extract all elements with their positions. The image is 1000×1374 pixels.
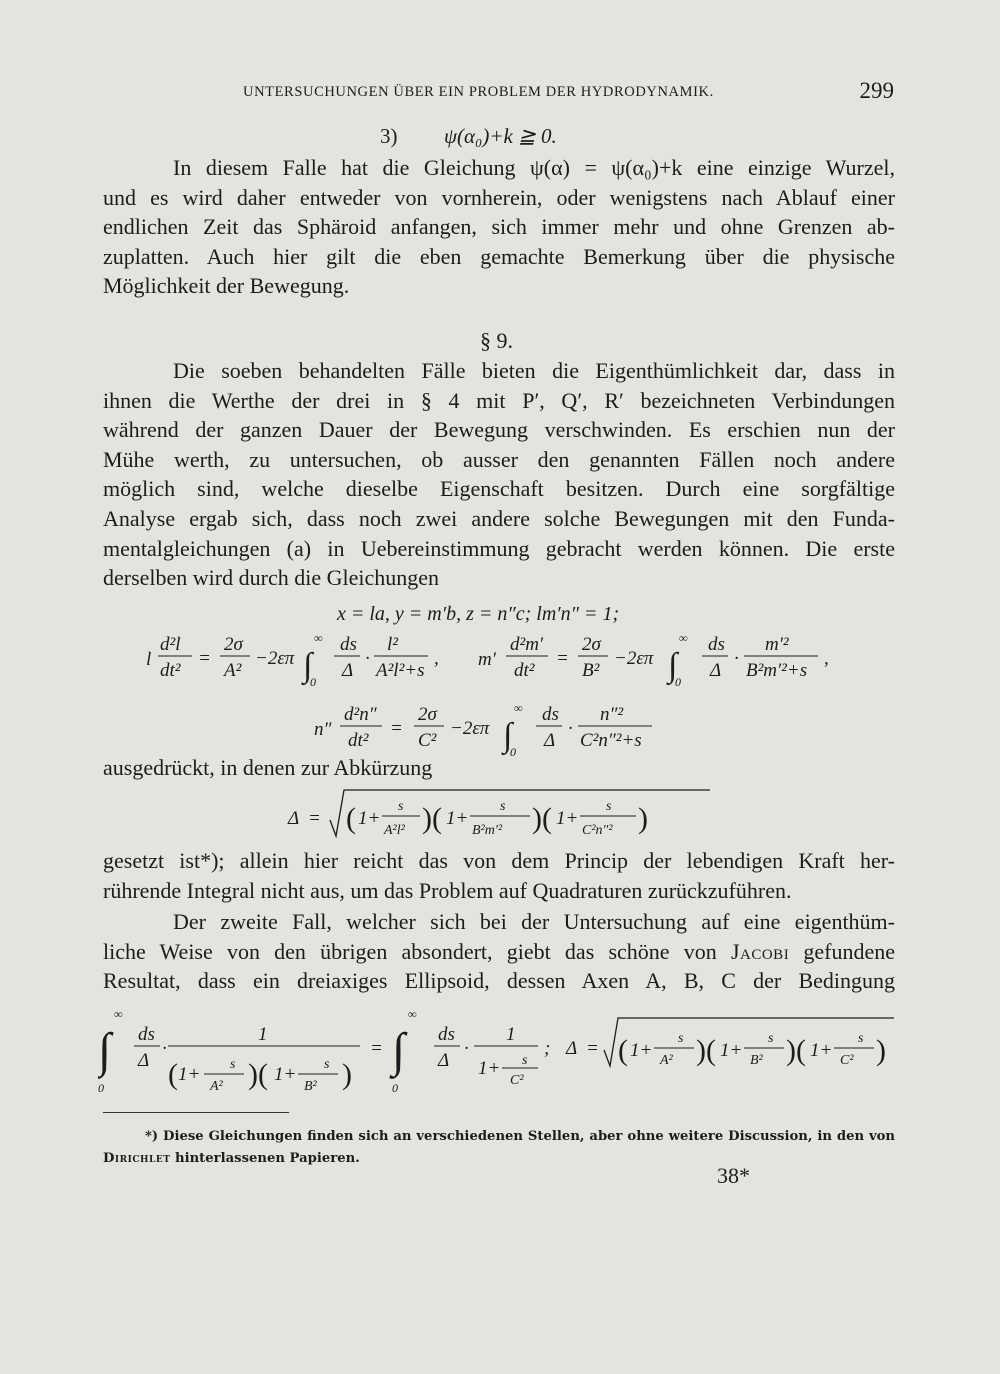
- svg-text:1+: 1+: [478, 1058, 501, 1079]
- author-name: Dirichlet: [103, 1151, 171, 1166]
- text-line: ihnen die Werthe der drei in § 4 mit P′, Q′, R′ bezeichneten Verbindungen: [103, 387, 895, 413]
- svg-text:s: s: [398, 799, 404, 814]
- svg-text:0: 0: [392, 1081, 398, 1095]
- svg-text:∞: ∞: [314, 631, 323, 645]
- svg-text:·: ·: [464, 1038, 469, 1059]
- text-line: derselben wird durch die Gleichungen: [103, 565, 439, 591]
- paragraph-abbreviation: [103, 753, 895, 783]
- svg-text:l: l: [146, 649, 152, 670]
- svg-text:s: s: [324, 1057, 330, 1072]
- svg-text:∫: ∫: [503, 717, 513, 754]
- text-line: während der ganzen Dauer der Bewegung verschwinden. Es erschien nun der: [103, 417, 895, 443]
- paragraph-second-case: [103, 907, 895, 996]
- svg-text:d²m′: d²m′: [510, 634, 544, 655]
- svg-text:dt²: dt²: [160, 660, 181, 681]
- svg-text:∞: ∞: [114, 1007, 123, 1021]
- svg-text:B²m′²+s: B²m′²+s: [746, 660, 808, 681]
- running-title: UNTERSUCHUNGEN ÜBER EIN PROBLEM DER HYDRODYNAMIK.: [243, 84, 714, 100]
- svg-text:1: 1: [258, 1024, 268, 1045]
- svg-text:−2επ: −2επ: [614, 648, 654, 669]
- equation-delta: [280, 784, 720, 844]
- text-line: möglich sind, welche dieselbe Eigenschaft besitzen. Durch eine sorgfältige: [103, 476, 895, 502]
- svg-text:1+: 1+: [274, 1064, 297, 1085]
- svg-text:dt²: dt²: [514, 660, 535, 681]
- text-line: ausgedrückt, in denen zur Abkürzung: [103, 755, 433, 780]
- footnote-line: [103, 1148, 895, 1170]
- svg-text:1+: 1+: [630, 1040, 653, 1061]
- text-line: Analyse ergab sich, dass noch zwei andere solche Bewegungen mit den Funda-: [103, 505, 895, 531]
- text-line: endlichen Zeit das Sphäroid anfangen, sich immer mehr und ohne Grenzen ab-: [103, 214, 895, 240]
- footnote-text: hinterlassenen Papieren.: [174, 1151, 360, 1166]
- svg-text:)(: )(: [422, 802, 442, 835]
- svg-text:;: ;: [544, 1038, 551, 1059]
- svg-text:2σ: 2σ: [418, 704, 437, 725]
- svg-text:s: s: [678, 1031, 684, 1046]
- svg-text:(: (: [618, 1034, 628, 1067]
- svg-text:Δ: Δ: [710, 660, 722, 681]
- equation-motion: [100, 628, 900, 758]
- footnote-line: *) Diese Gleichungen finden sich an verschiedenen Stellen, aber ohne weitere Discussion, in den von: [145, 1129, 895, 1144]
- svg-text:=: =: [390, 718, 403, 739]
- svg-text:∞: ∞: [679, 631, 688, 645]
- svg-text:∫: ∫: [668, 647, 678, 684]
- svg-text:s: s: [522, 1053, 528, 1068]
- text-line: Möglichkeit der Bewegung.: [103, 273, 350, 299]
- equation-jacobi-condition: [98, 1004, 898, 1100]
- svg-text:2σ: 2σ: [582, 634, 601, 655]
- svg-text:ds: ds: [340, 634, 357, 655]
- paragraph-integral-remark: [103, 846, 895, 905]
- section-heading: § 9.: [480, 328, 513, 353]
- svg-text:0: 0: [675, 675, 681, 689]
- svg-text:Δ: Δ: [566, 1038, 578, 1059]
- text-line: Resultat, dass ein dreiaxiges Ellipsoid, dessen Axen A, B, C der Bedingung: [103, 968, 895, 994]
- svg-text:A²: A²: [210, 1079, 223, 1094]
- svg-text:Δ: Δ: [288, 808, 300, 829]
- svg-text:C²n″²: C²n″²: [582, 823, 613, 838]
- svg-text:0: 0: [98, 1081, 104, 1095]
- svg-text:=: =: [198, 648, 211, 669]
- svg-text:s: s: [768, 1031, 774, 1046]
- equation-xyz: x = la, y = m′b, z = n″c; lm′n″ = 1;: [337, 603, 620, 625]
- svg-text:Δ: Δ: [438, 1050, 450, 1071]
- text-line: Die soeben behandelten Fälle bieten die Eigenthümlichkeit dar, dass in: [173, 358, 895, 383]
- text-segment: gefundene: [803, 938, 896, 964]
- svg-text:s: s: [230, 1057, 236, 1072]
- sheet-signature: 38*: [717, 1163, 750, 1188]
- svg-text:B²: B²: [750, 1053, 763, 1068]
- svg-text:s: s: [500, 799, 506, 814]
- svg-text:,: ,: [434, 648, 439, 669]
- svg-text:0: 0: [310, 675, 316, 689]
- paragraph-case-3: [103, 153, 895, 301]
- svg-text:=: =: [370, 1038, 383, 1059]
- svg-text:Δ: Δ: [342, 660, 354, 681]
- text-line: [103, 937, 895, 967]
- svg-text:Δ: Δ: [544, 730, 556, 751]
- text-line: Mühe werth, zu untersuchen, ob ausser den genannten Fällen noch andere: [103, 446, 895, 472]
- svg-text:B²: B²: [582, 660, 600, 681]
- svg-text:∞: ∞: [408, 1007, 417, 1021]
- text-line: rührende Integral nicht aus, um das Problem auf Quadraturen zurückzuführen.: [103, 877, 792, 903]
- case-condition: ψ(α₀)+k ≧ 0.: [444, 124, 557, 148]
- svg-text:B²: B²: [304, 1079, 317, 1094]
- page-number: 299: [859, 78, 894, 103]
- case-label: 3): [380, 124, 398, 148]
- svg-text:d²l: d²l: [160, 634, 181, 655]
- text-line: zuplatten. Auch hier gilt die eben gemachte Bemerkung über die physische: [103, 243, 895, 269]
- text-line: und es wird daher entweder von vornherein, oder wenigstens nach Ablauf einer: [103, 184, 895, 210]
- svg-text:1+: 1+: [556, 808, 579, 829]
- svg-text:1+: 1+: [720, 1040, 743, 1061]
- svg-text:)(: )(: [248, 1058, 268, 1091]
- svg-text:): ): [342, 1058, 352, 1091]
- svg-text:)(: )(: [696, 1034, 716, 1067]
- case-3-heading: [380, 124, 557, 149]
- svg-text:∞: ∞: [514, 701, 523, 715]
- svg-text:·: ·: [162, 1038, 167, 1059]
- svg-text:,: ,: [824, 648, 829, 669]
- svg-text:∫: ∫: [98, 1024, 112, 1077]
- svg-text:·: ·: [734, 648, 739, 669]
- text-line: Der zweite Fall, welcher sich bei der Untersuchung auf eine eigenthüm-: [173, 909, 895, 934]
- svg-text:1+: 1+: [810, 1040, 833, 1061]
- svg-text:dt²: dt²: [348, 730, 369, 751]
- text-line: mentalgleichungen (a) in Uebereinstimmung gebracht werden können. Die erste: [103, 535, 895, 561]
- svg-text:=: =: [556, 648, 569, 669]
- svg-text:=: =: [308, 808, 321, 829]
- svg-text:l²: l²: [387, 634, 398, 655]
- svg-text:): ): [876, 1034, 886, 1067]
- svg-text:·: ·: [365, 648, 370, 669]
- text-line: In diesem Falle hat die Gleichung ψ(α) = ψ(α₀)+k eine einzige Wurzel,: [173, 155, 895, 180]
- svg-text:ds: ds: [438, 1024, 455, 1045]
- svg-text:(: (: [346, 802, 356, 835]
- svg-text:(: (: [168, 1058, 178, 1091]
- paragraph-section-9: [103, 356, 895, 593]
- svg-text:C²n″²+s: C²n″²+s: [580, 730, 642, 751]
- svg-text:ds: ds: [708, 634, 725, 655]
- svg-text:2σ: 2σ: [224, 634, 243, 655]
- svg-text:ds: ds: [542, 704, 559, 725]
- svg-text:·: ·: [568, 718, 573, 739]
- text-line: gesetzt ist*); allein hier reicht das von dem Princip der lebendigen Kraft her-: [103, 848, 895, 873]
- svg-text:s: s: [606, 799, 612, 814]
- running-head: [103, 78, 894, 108]
- svg-text:s: s: [858, 1031, 864, 1046]
- footnote: [103, 1126, 895, 1170]
- svg-text:∫: ∫: [303, 647, 313, 684]
- svg-text:1: 1: [506, 1024, 516, 1045]
- svg-text:A²l²+s: A²l²+s: [376, 660, 425, 681]
- svg-text:=: =: [586, 1038, 599, 1059]
- svg-text:1+: 1+: [178, 1064, 201, 1085]
- svg-text:ds: ds: [138, 1024, 155, 1045]
- svg-text:n″: n″: [314, 719, 332, 740]
- svg-text:d²n″: d²n″: [344, 704, 377, 725]
- svg-text:∫: ∫: [392, 1024, 406, 1077]
- svg-text:)(: )(: [786, 1034, 806, 1067]
- footnote-divider: [103, 1112, 289, 1113]
- text-segment: liche Weise von den übrigen absondert, giebt das schöne von: [103, 938, 717, 964]
- svg-text:0: 0: [510, 745, 516, 758]
- svg-text:C²: C²: [510, 1073, 524, 1088]
- svg-text:m′²: m′²: [765, 634, 789, 655]
- svg-text:−2επ: −2επ: [450, 718, 490, 739]
- svg-text:1+: 1+: [446, 808, 469, 829]
- svg-text:): ): [638, 802, 648, 835]
- svg-text:1+: 1+: [358, 808, 381, 829]
- author-name: Jacobi: [730, 938, 790, 964]
- svg-text:n″²: n″²: [600, 704, 624, 725]
- svg-text:Δ: Δ: [138, 1050, 150, 1071]
- svg-text:B²m′²: B²m′²: [472, 823, 503, 838]
- svg-text:−2επ: −2επ: [255, 648, 295, 669]
- svg-text:)(: )(: [532, 802, 552, 835]
- svg-text:C²: C²: [418, 730, 437, 751]
- svg-text:C²: C²: [840, 1053, 854, 1068]
- svg-text:A²: A²: [224, 660, 242, 681]
- svg-text:A²l²: A²l²: [384, 823, 405, 838]
- svg-text:m′: m′: [478, 649, 496, 670]
- svg-text:A²: A²: [660, 1053, 673, 1068]
